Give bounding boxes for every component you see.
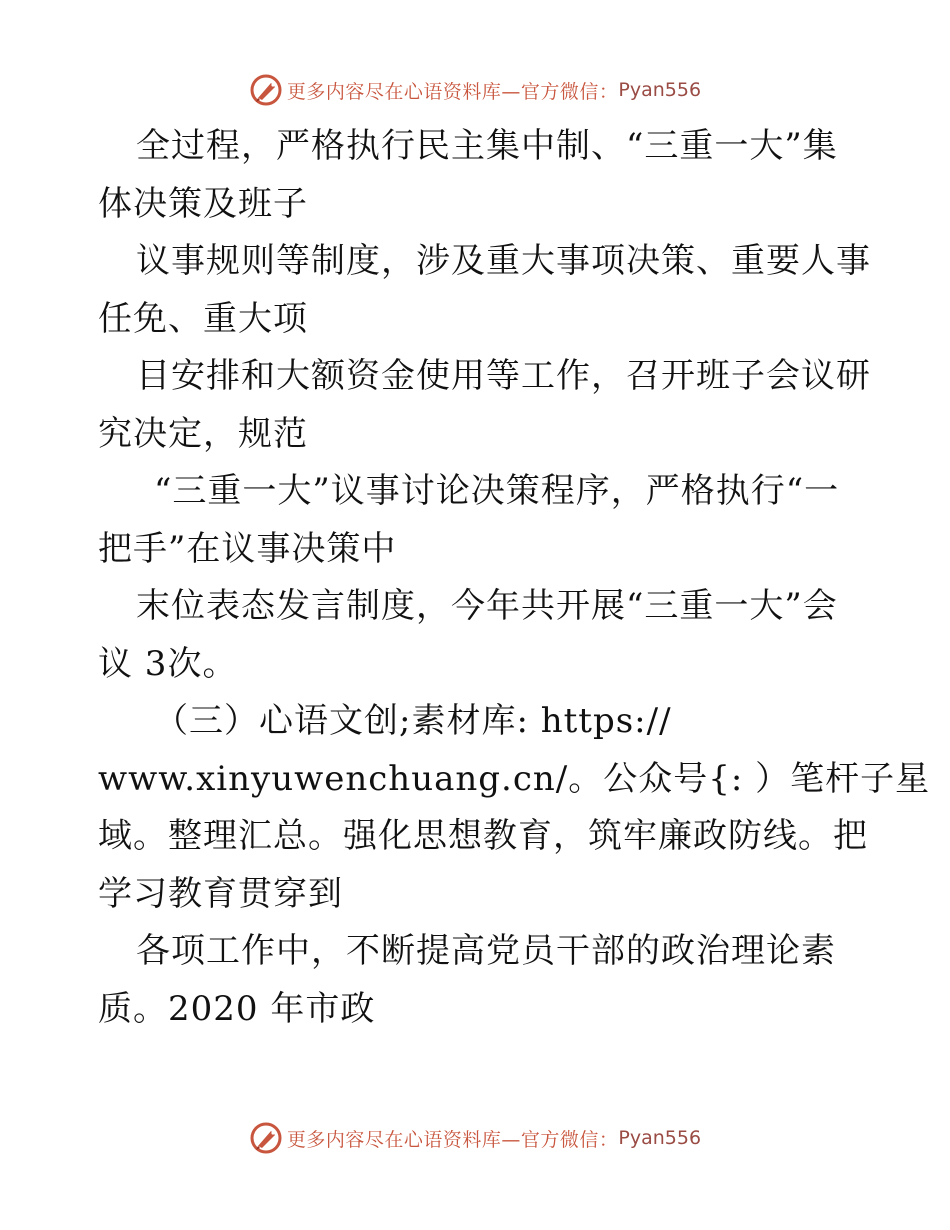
pen-nib-logo-icon [249,1121,283,1155]
body-line: “三重一大”议事讨论决策程序，严格执行“一 [154,471,840,511]
body-line: 学习教育贯穿到 [98,873,343,914]
document-body [98,118,931,1038]
footer-text: 更多内容尽在心语资料库—官方微信： [286,1128,619,1151]
footer-wechat-id: Pyan556 [618,1127,702,1149]
body-line: 末位表态发言制度，今年共开展“三重一大”会 [136,586,838,626]
page-header [0,70,950,110]
body-line: 各项工作中，不断提高党员干部的政治理论素 [136,931,836,971]
page-footer [0,1118,950,1158]
body-line: 域。整理汇总。强化思想教育，筑牢廉政防线。把 [98,816,868,856]
body-line: 质。2020 年市政 [98,988,376,1029]
header-text: 更多内容尽在心语资料库—官方微信： [286,80,619,103]
body-line: （三）心语文创;素材库: https:// [154,701,672,741]
body-line: 目安排和大额资金使用等工作，召开班子会议研 [136,356,871,396]
body-line: 议事规则等制度，涉及重大事项决策、重要人事 [136,241,871,281]
header-wechat-id: Pyan556 [618,79,702,101]
body-line: 全过程，严格执行民主集中制、“三重一大”集 [136,126,838,166]
body-line: 体决策及班子 [98,183,308,224]
body-line: 把手”在议事决策中 [98,528,397,569]
body-line: 议 3次。 [98,643,238,684]
body-line: www.xinyuwenchuang.cn/。公众号{: ）笔杆子星 [98,758,931,799]
body-line: 任免、重大项 [98,298,308,339]
pen-nib-logo-icon [249,73,283,107]
body-line: 究决定，规范 [98,413,308,454]
